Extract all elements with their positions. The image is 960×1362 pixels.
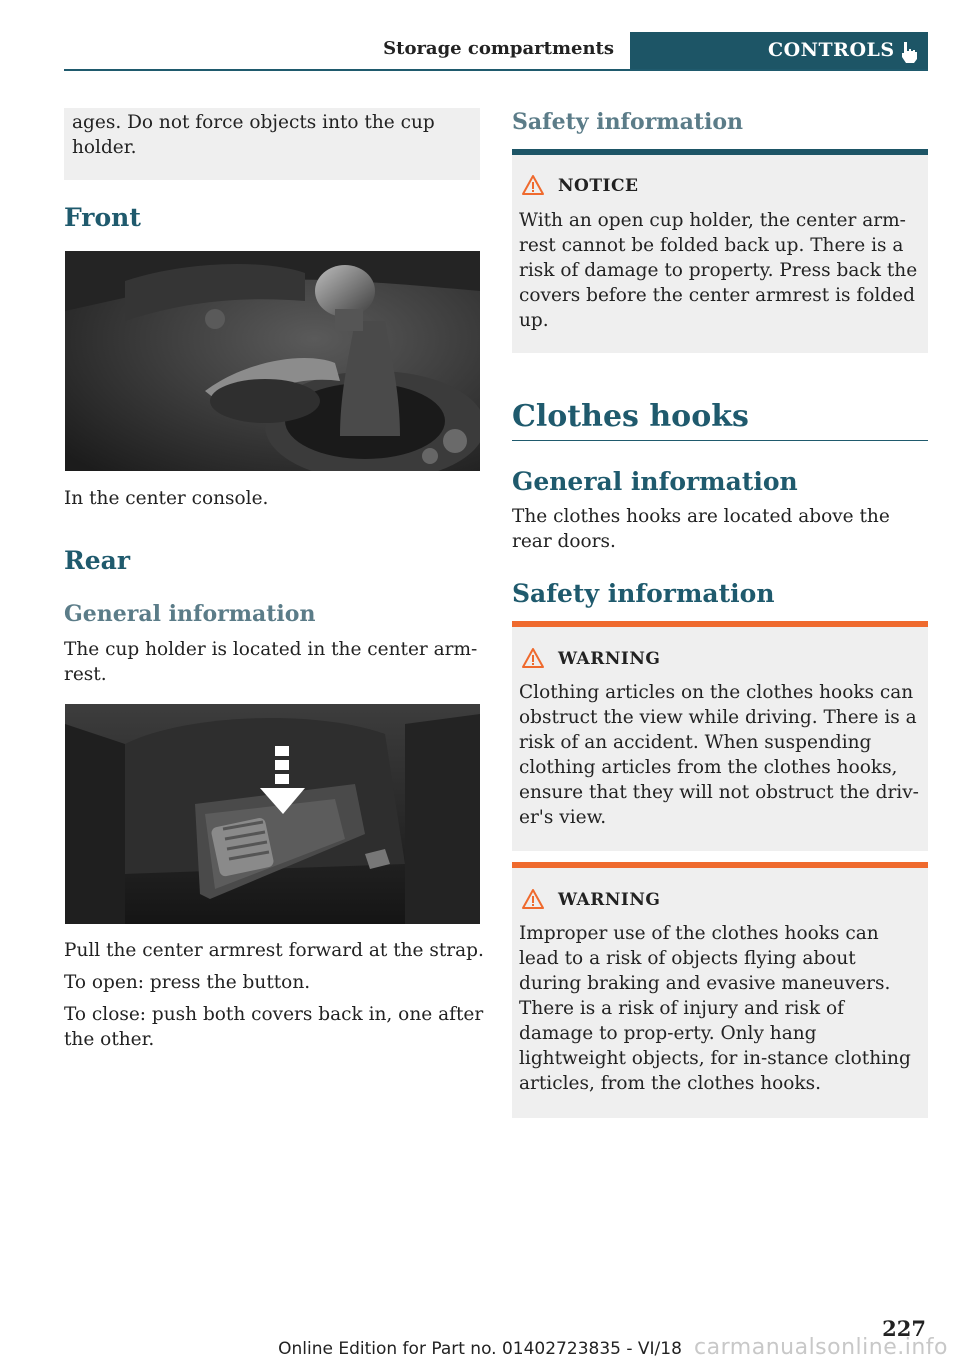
heading-safety-information: Safety information	[512, 109, 744, 135]
warning1-title: WARNING	[558, 649, 661, 669]
page-number: 227	[882, 1316, 926, 1341]
notice-title: NOTICE	[558, 176, 639, 196]
edition-footer: Online Edition for Part no. 01402723835 - VI/18	[278, 1339, 682, 1359]
watermark: carmanualsonline.info	[694, 1335, 948, 1360]
notice-text: With an open cup holder, the center arm-rest cannot be folded back up. There is a risk of damage to property. Press back the covers before the center armrest is folded up.	[519, 210, 918, 331]
warning-triangle-icon	[521, 647, 545, 669]
warning2-title: WARNING	[558, 890, 661, 910]
warning-triangle-icon	[521, 174, 545, 196]
chapter-label: CONTROLS	[768, 39, 895, 61]
rear-general-text: The cup holder is located in the center arm-rest.	[64, 639, 478, 685]
clothes-hooks-rule	[512, 440, 928, 441]
step-open: To open: press the button.	[64, 972, 311, 993]
heading-rear-general-info: General information	[64, 601, 316, 627]
chapter-tab	[630, 32, 928, 71]
heading-clothes-hooks: Clothes hooks	[512, 399, 749, 434]
photo-front-cup-holder	[65, 251, 480, 471]
heading-clothes-general-info: General information	[512, 467, 798, 496]
warning-triangle-icon	[521, 888, 545, 910]
warning2-text: Improper use of the clothes hooks can lead to a risk of objects flying about during braking and evasive maneuvers. There is a risk of injury and risk of damage to prop-erty. Only hang lightweight objects, for in-stance clothing articles, from the clothes hooks.	[519, 923, 911, 1094]
photo-rear-armrest	[65, 704, 480, 924]
front-caption: In the center console.	[64, 488, 269, 509]
continued-text: ages. Do not force objects into the cup holder.	[72, 112, 435, 158]
step-pull-armrest: Pull the center armrest forward at the strap.	[64, 940, 484, 961]
hand-pointer-icon	[898, 40, 920, 64]
step-close: To close: push both covers back in, one after the other.	[64, 1004, 484, 1050]
heading-front: Front	[64, 203, 141, 232]
warning1-text: Clothing articles on the clothes hooks can obstruct the view while driving. There is a risk of an accident. When suspending clothing articles from the clothes hooks, ensure that they will not obstruct the driv-er's view.	[519, 682, 919, 828]
running-header-section: Storage compartments	[383, 38, 614, 59]
heading-clothes-safety: Safety information	[512, 579, 775, 608]
clothes-general-text: The clothes hooks are located above the rear doors.	[512, 506, 890, 552]
heading-rear: Rear	[64, 546, 131, 575]
header-rule	[64, 69, 928, 71]
